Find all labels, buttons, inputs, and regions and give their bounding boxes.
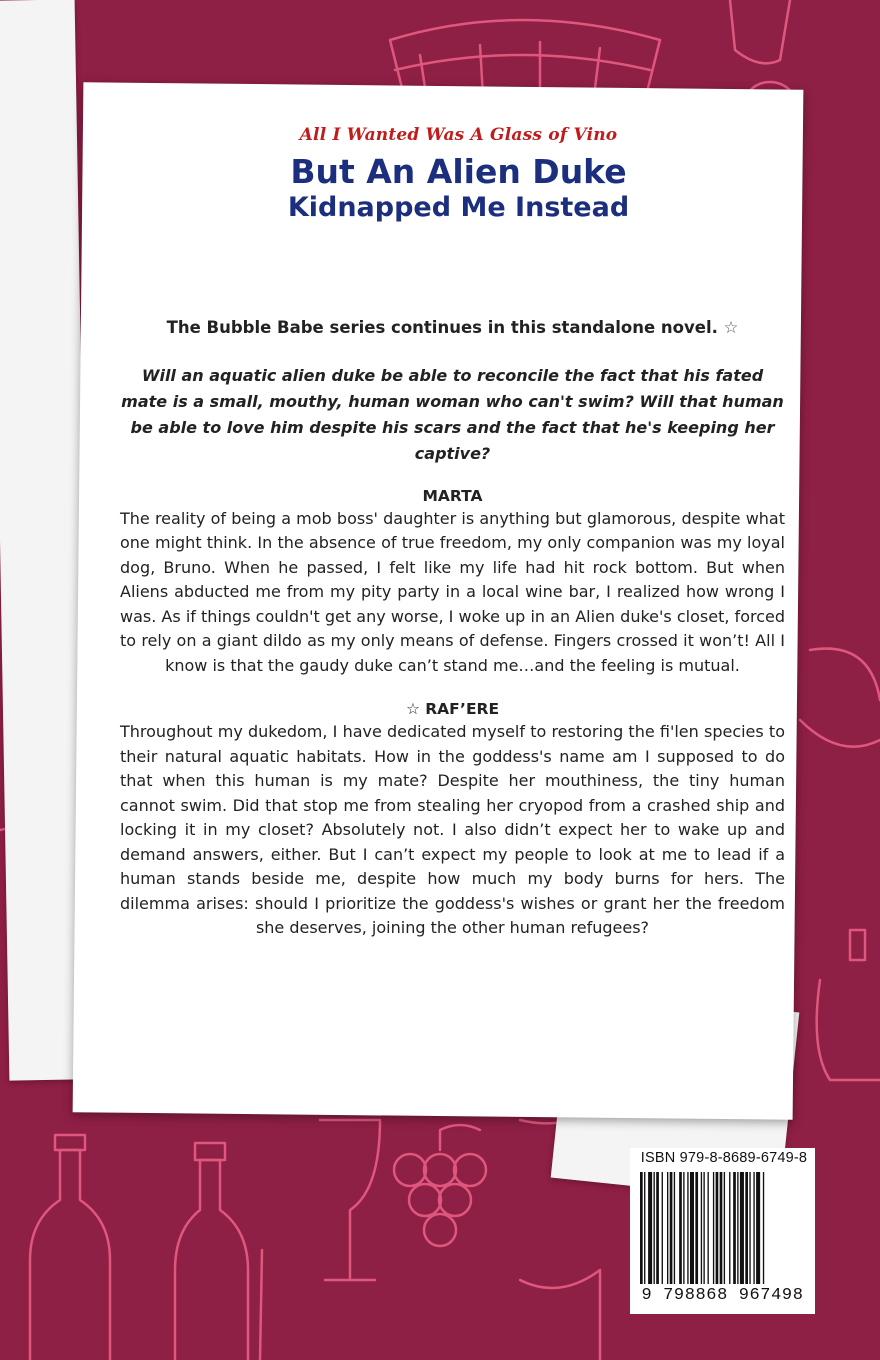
barcode-bar — [695, 1172, 698, 1284]
intro-line — [120, 318, 785, 337]
barcode-bar — [753, 1172, 754, 1284]
book-title-line1: But An Alien Duke — [290, 152, 627, 191]
barcode-bar — [670, 1172, 673, 1284]
grapes-doodle — [394, 1125, 486, 1246]
barcode-bar — [644, 1172, 645, 1284]
barcode-bar — [683, 1172, 684, 1284]
star-icon: ☆ — [405, 700, 420, 719]
barcode-bar — [740, 1172, 744, 1284]
series-tagline: All I Wanted Was A Glass of Vino — [299, 125, 618, 145]
intro-text: The Bubble Babe series continues in this standalone novel. — [166, 317, 718, 337]
heading-rafere — [120, 698, 785, 720]
barcode-bar — [724, 1172, 725, 1284]
isbn-barcode — [630, 1148, 815, 1314]
bottles-bottom-doodle — [30, 1135, 262, 1360]
bottle-doodle-right — [817, 930, 880, 1080]
barcode-bars — [638, 1172, 808, 1287]
barcode-bar — [662, 1172, 663, 1284]
star-icon: ☆ — [723, 317, 739, 337]
goblet-doodle — [800, 649, 880, 747]
barcode-bar — [763, 1172, 764, 1284]
barcode-bar — [679, 1172, 682, 1284]
barcode-bar — [703, 1172, 704, 1284]
barcode-bar — [713, 1172, 714, 1284]
barcode-bar — [701, 1172, 702, 1284]
barcode-bar — [640, 1172, 643, 1284]
barcode-bar — [749, 1172, 750, 1284]
barcode-bar — [708, 1172, 709, 1284]
barcode-bar — [667, 1172, 668, 1284]
barcode-bar — [737, 1172, 738, 1284]
barcode-bar — [733, 1172, 736, 1284]
barcode-bar — [687, 1172, 688, 1284]
barcode-digits: 9 798868 967498 — [641, 1286, 804, 1305]
blurb-question: Will an aquatic alien duke be able to reconcile the fact that his fated mate is a small, mouthy, human woman who can't swim? Will that human be able to love him despite his scars and the fact that he's keeping her captive? — [121, 365, 784, 463]
barcode-bar — [720, 1172, 723, 1284]
barcode-bar — [648, 1172, 652, 1284]
barcode-bar — [756, 1172, 760, 1284]
isbn-label: ISBN 979-8-8689-6749-8 — [640, 1150, 808, 1166]
back-cover-text — [120, 125, 785, 941]
barcode-bar — [656, 1172, 659, 1284]
barcode-bar — [729, 1172, 730, 1284]
heading-marta: MARTA — [422, 486, 483, 505]
barcode-bar — [690, 1172, 694, 1284]
barcode-bar — [716, 1172, 719, 1284]
book-title-line2: Kidnapped Me Instead — [287, 191, 630, 223]
barcode-bar — [654, 1172, 655, 1284]
barcode-bar — [745, 1172, 748, 1284]
heading-rafere-text: RAF’ERE — [425, 700, 500, 719]
rafere-paragraph: Throughout my dukedom, I have dedicated myself to restoring the fi'len species to their natural aquatic habitats. How in the goddess's name am I supposed to do that when this human is my mate? Despite her mouthiness, the tiny human cannot swim. Did that stop me from stealing her cryopod from a crashed ship and locking it in my closet? Absolutely not. I also didn’t expect her to wake up and demand answers, either. But I can’t expect my people to look at me to lead if a human stands beside me, despite how much my body burns for hers. The dilemma arises: should I prioritize the goddess's wishes or grant her the freedom she deserves, joining the other human refugees? — [120, 722, 785, 938]
barcode-bar — [674, 1172, 675, 1284]
marta-paragraph: The reality of being a mob boss' daughter is anything but glamorous, despite what one might think. In the absence of true freedom, my only companion was my loyal dog, Bruno. When he passed, I felt like my life had hit rock bottom. But when Aliens abducted me from my pity party in a local wine bar, I realized how wrong I was. As if things couldn't get any worse, I woke up in an Alien duke's closet, forced to rely on a giant dildo as my only means of defense. Fingers crossed it won’t! All I know is that the gaudy duke can’t stand me…and the feeling is mutual. — [120, 508, 785, 675]
